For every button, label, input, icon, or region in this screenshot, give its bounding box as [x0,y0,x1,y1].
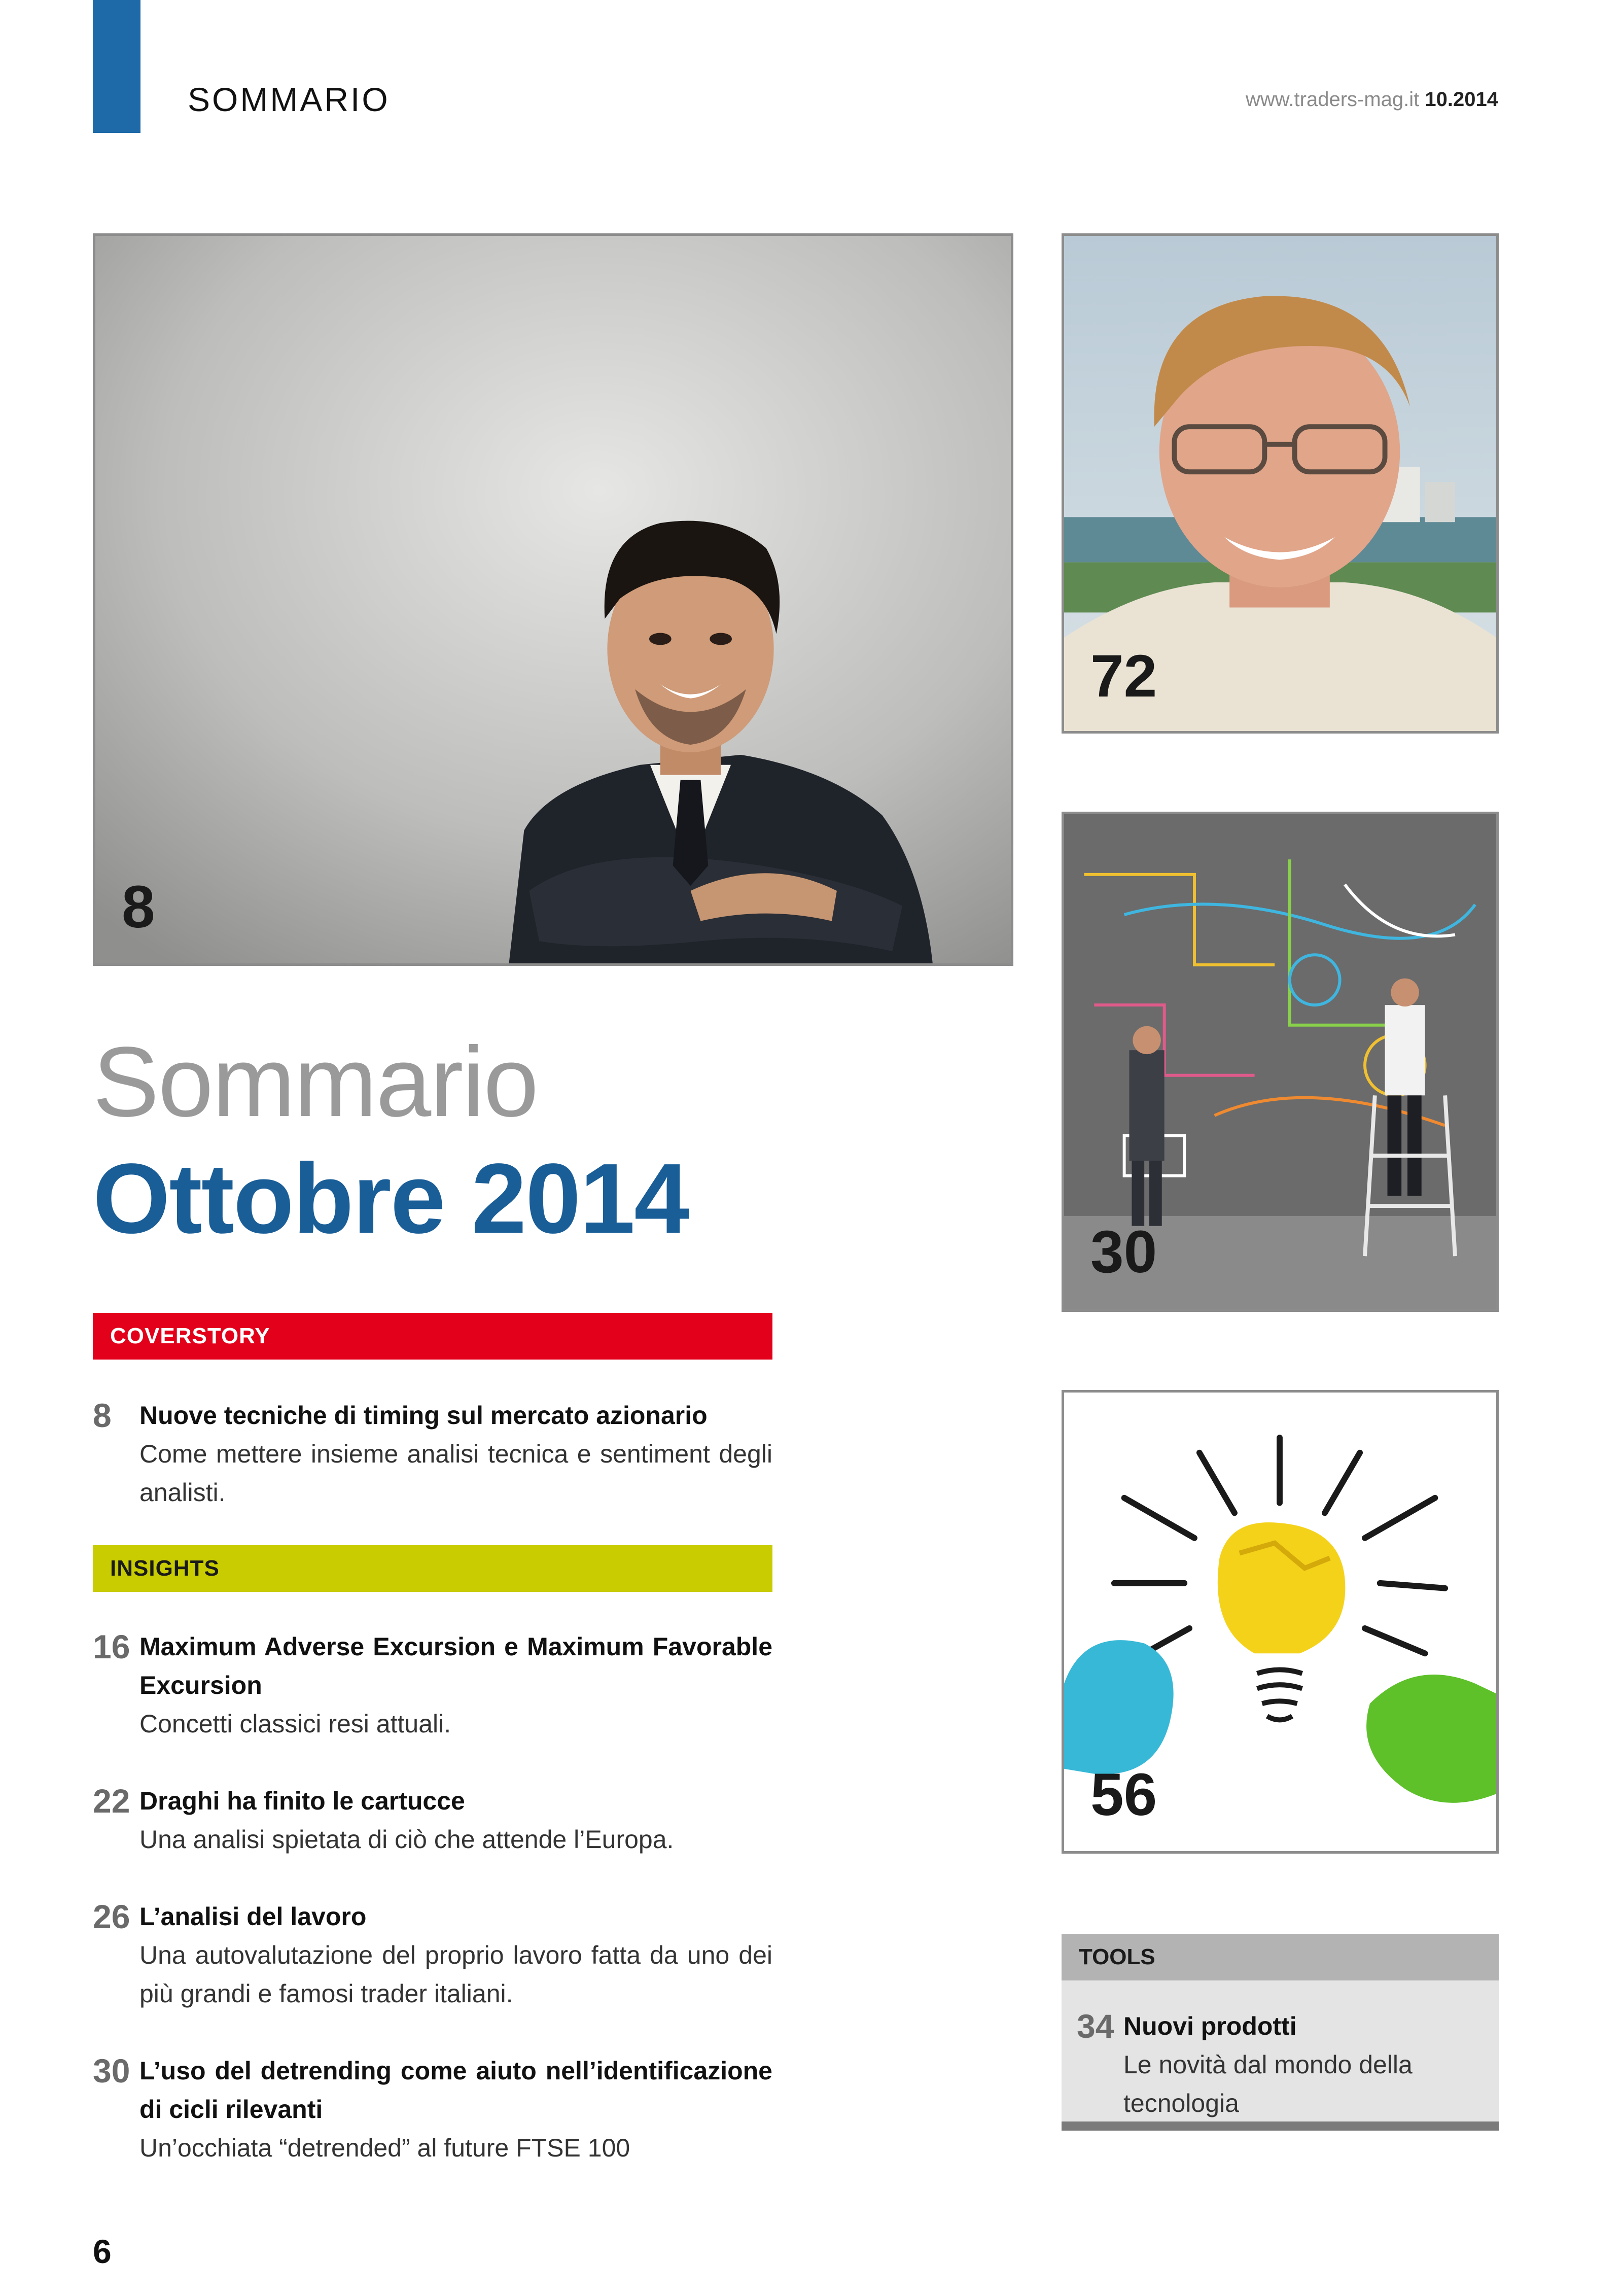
toc-headline: Nuovi prodotti [1123,2012,1297,2040]
toc-page-number: 30 [93,2052,130,2090]
toc-page-number: 26 [93,1898,130,1935]
tools-bottom-rule [1062,2121,1499,2131]
toc-subtitle: Concetti classici resi attuali. [139,1710,451,1738]
photo-bulbs-page-number: 56 [1090,1761,1157,1828]
title-issue-month: Ottobre 2014 [93,1143,689,1254]
section-bar-insights: INSIGHTS [93,1545,772,1592]
toc-subtitle: Un’occhiata “detrended” al future FTSE 100 [139,2134,630,2162]
toc-entry[interactable] [93,1396,772,1512]
toc-subtitle: Una autovalutazione del proprio lavoro fatta da uno dei più grandi e famosi trader italiani. [139,1941,772,2008]
photo-wall-page-number: 30 [1090,1219,1157,1285]
section-bar-tools: TOOLS [1062,1934,1499,1980]
title-sommario: Sommario [93,1026,538,1137]
section-label: SOMMARIO [188,81,390,118]
toc-entry[interactable] [93,1782,772,1859]
photo-businessman[interactable] [93,233,1013,966]
businessman-image [95,236,1011,963]
toc-headline: Draghi ha finito le cartucce [139,1787,465,1815]
site-url[interactable]: www.traders-mag.it [1245,88,1420,111]
toc-headline: Nuove tecniche di timing sul mercato azionario [139,1401,708,1430]
toc-subtitle: Le novità dal mondo della tecnologia [1123,2050,1413,2117]
page-number: 6 [93,2233,112,2270]
toc-entry[interactable] [93,1627,772,1743]
photo-main-page-number: 8 [122,874,155,941]
toc-page-number: 34 [1077,2007,1114,2045]
toc-subtitle: Come mettere insieme analisi tecnica e sentiment degli analisti. [139,1440,772,1507]
toc-page-number: 22 [93,1782,130,1820]
toc-headline: L’uso del detrending come aiuto nell’identificazione di cicli rilevanti [139,2057,772,2124]
section-bar-coverstory: COVERSTORY [93,1313,772,1360]
toc-page-number: 16 [93,1628,130,1665]
toc-entry[interactable] [93,2051,772,2167]
photo-portrait-page-number: 72 [1090,643,1157,710]
site-issue [1246,88,1498,111]
toc-entry[interactable] [1077,2007,1493,2123]
header-accent-bar [93,0,140,133]
toc-page-number: 8 [93,1397,112,1434]
toc-entry[interactable] [93,1897,772,2013]
toc-headline: L’analisi del lavoro [139,1902,367,1931]
toc-subtitle: Una analisi spietata di ciò che attende l’Europa. [139,1825,674,1854]
toc-headline: Maximum Adverse Excursion e Maximum Favorable Excursion [139,1632,772,1699]
issue-date: 10.2014 [1425,88,1498,111]
